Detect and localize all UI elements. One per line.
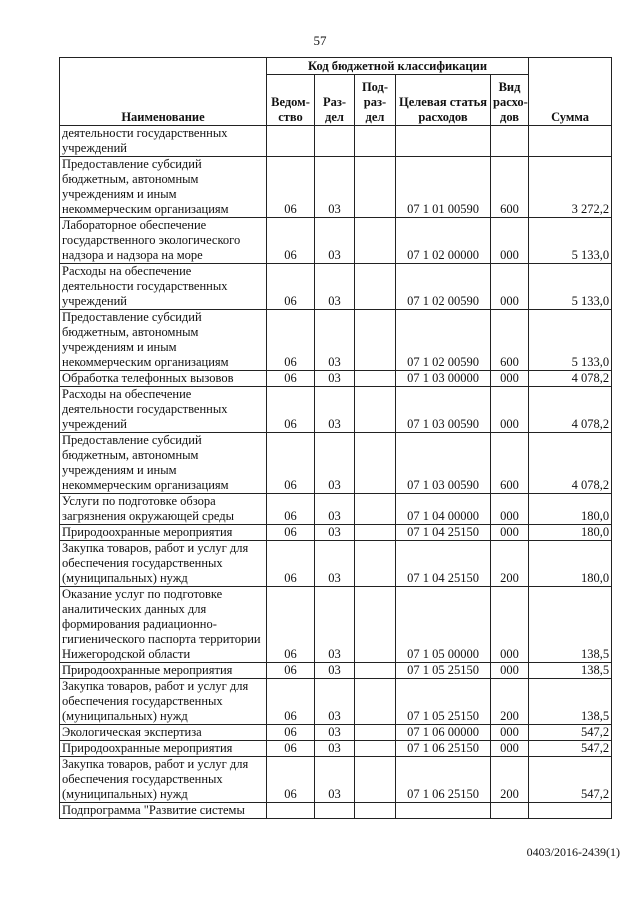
cell-tselevaya: 07 1 04 25150 bbox=[396, 541, 491, 587]
cell-vedomstvo: 06 bbox=[267, 371, 315, 387]
cell-podrazdel bbox=[355, 803, 396, 819]
cell-name: Предоставление субсидий бюджетным, автономным учреждениям и иным некоммерческим организациям bbox=[60, 157, 267, 218]
cell-sum: 138,5 bbox=[529, 679, 612, 725]
cell-vid: 200 bbox=[491, 757, 529, 803]
cell-podrazdel bbox=[355, 218, 396, 264]
cell-name: Расходы на обеспечение деятельности государственных учреждений bbox=[60, 264, 267, 310]
cell-vedomstvo: 06 bbox=[267, 741, 315, 757]
table-row bbox=[60, 218, 612, 264]
cell-name: Лабораторное обеспечение государственного экологического надзора и надзора на море bbox=[60, 218, 267, 264]
cell-vid: 000 bbox=[491, 264, 529, 310]
cell-podrazdel bbox=[355, 525, 396, 541]
cell-podrazdel bbox=[355, 587, 396, 663]
cell-name: Природоохранные мероприятия bbox=[60, 663, 267, 679]
table-row bbox=[60, 264, 612, 310]
cell-razdel bbox=[315, 803, 355, 819]
cell-tselevaya: 07 1 05 25150 bbox=[396, 663, 491, 679]
cell-vid bbox=[491, 126, 529, 157]
table-row bbox=[60, 725, 612, 741]
cell-tselevaya: 07 1 03 00000 bbox=[396, 371, 491, 387]
cell-vid bbox=[491, 803, 529, 819]
cell-vid: 000 bbox=[491, 725, 529, 741]
cell-vid: 000 bbox=[491, 663, 529, 679]
cell-name: Предоставление субсидий бюджетным, автономным учреждениям и иным некоммерческим организациям bbox=[60, 310, 267, 371]
table-row bbox=[60, 587, 612, 663]
table-row bbox=[60, 387, 612, 433]
cell-vid: 000 bbox=[491, 587, 529, 663]
cell-razdel: 03 bbox=[315, 310, 355, 371]
cell-tselevaya: 07 1 05 00000 bbox=[396, 587, 491, 663]
cell-name: Закупка товаров, работ и услуг для обеспечения государственных (муниципальных) нужд bbox=[60, 679, 267, 725]
cell-razdel: 03 bbox=[315, 741, 355, 757]
cell-tselevaya: 07 1 04 00000 bbox=[396, 494, 491, 525]
cell-podrazdel bbox=[355, 126, 396, 157]
cell-podrazdel bbox=[355, 741, 396, 757]
cell-vid: 000 bbox=[491, 387, 529, 433]
cell-vid: 200 bbox=[491, 679, 529, 725]
cell-tselevaya bbox=[396, 126, 491, 157]
cell-sum bbox=[529, 126, 612, 157]
cell-sum: 5 133,0 bbox=[529, 218, 612, 264]
cell-sum: 547,2 bbox=[529, 757, 612, 803]
table-row bbox=[60, 126, 612, 157]
cell-name: Оказание услуг по подготовке аналитических данных для формирования радиационно-гигиенического паспорта территории Нижегородской области bbox=[60, 587, 267, 663]
cell-tselevaya: 07 1 02 00000 bbox=[396, 218, 491, 264]
cell-sum: 4 078,2 bbox=[529, 387, 612, 433]
cell-tselevaya: 07 1 02 00590 bbox=[396, 264, 491, 310]
cell-razdel: 03 bbox=[315, 433, 355, 494]
cell-sum: 547,2 bbox=[529, 741, 612, 757]
cell-podrazdel bbox=[355, 433, 396, 494]
cell-podrazdel bbox=[355, 757, 396, 803]
cell-sum: 5 133,0 bbox=[529, 264, 612, 310]
cell-vedomstvo: 06 bbox=[267, 679, 315, 725]
cell-vedomstvo: 06 bbox=[267, 494, 315, 525]
cell-podrazdel bbox=[355, 725, 396, 741]
cell-razdel: 03 bbox=[315, 387, 355, 433]
cell-vedomstvo: 06 bbox=[267, 310, 315, 371]
cell-vid: 600 bbox=[491, 310, 529, 371]
cell-name: Расходы на обеспечение деятельности государственных учреждений bbox=[60, 387, 267, 433]
cell-tselevaya: 07 1 04 25150 bbox=[396, 525, 491, 541]
table-row bbox=[60, 803, 612, 819]
cell-sum: 4 078,2 bbox=[529, 371, 612, 387]
cell-vedomstvo: 06 bbox=[267, 433, 315, 494]
cell-vedomstvo: 06 bbox=[267, 587, 315, 663]
cell-razdel: 03 bbox=[315, 587, 355, 663]
cell-razdel: 03 bbox=[315, 494, 355, 525]
cell-razdel: 03 bbox=[315, 157, 355, 218]
cell-vid: 000 bbox=[491, 218, 529, 264]
cell-vedomstvo: 06 bbox=[267, 541, 315, 587]
cell-razdel: 03 bbox=[315, 663, 355, 679]
cell-sum: 5 133,0 bbox=[529, 310, 612, 371]
cell-sum: 138,5 bbox=[529, 587, 612, 663]
table-row bbox=[60, 433, 612, 494]
cell-vedomstvo bbox=[267, 126, 315, 157]
table-row bbox=[60, 541, 612, 587]
cell-vid: 600 bbox=[491, 433, 529, 494]
cell-name: Обработка телефонных вызовов bbox=[60, 371, 267, 387]
col-header-group: Код бюджетной классификации bbox=[267, 58, 529, 75]
col-header-vedomstvo: Ведом-ство bbox=[267, 75, 315, 126]
col-header-sum: Сумма bbox=[529, 58, 612, 126]
cell-name: деятельности государственных учреждений bbox=[60, 126, 267, 157]
cell-vid: 000 bbox=[491, 371, 529, 387]
page-number: 57 bbox=[313, 33, 327, 48]
cell-razdel: 03 bbox=[315, 218, 355, 264]
cell-vedomstvo: 06 bbox=[267, 218, 315, 264]
cell-sum: 547,2 bbox=[529, 725, 612, 741]
table-row bbox=[60, 525, 612, 541]
cell-tselevaya: 07 1 06 25150 bbox=[396, 741, 491, 757]
cell-podrazdel bbox=[355, 541, 396, 587]
cell-name: Услуги по подготовке обзора загрязнения окружающей среды bbox=[60, 494, 267, 525]
cell-sum: 180,0 bbox=[529, 541, 612, 587]
cell-name: Закупка товаров, работ и услуг для обеспечения государственных (муниципальных) нужд bbox=[60, 757, 267, 803]
table-row bbox=[60, 310, 612, 371]
document-code: 0403/2016-2439(1) bbox=[526, 845, 620, 859]
cell-sum: 180,0 bbox=[529, 525, 612, 541]
cell-vedomstvo: 06 bbox=[267, 157, 315, 218]
cell-name: Закупка товаров, работ и услуг для обеспечения государственных (муниципальных) нужд bbox=[60, 541, 267, 587]
col-header-vid: Вид расхо-дов bbox=[491, 75, 529, 126]
cell-vid: 000 bbox=[491, 741, 529, 757]
cell-sum: 4 078,2 bbox=[529, 433, 612, 494]
table-row bbox=[60, 679, 612, 725]
col-header-name: Наименование bbox=[60, 58, 267, 126]
cell-razdel: 03 bbox=[315, 541, 355, 587]
cell-name: Экологическая экспертиза bbox=[60, 725, 267, 741]
cell-vedomstvo: 06 bbox=[267, 264, 315, 310]
cell-tselevaya: 07 1 01 00590 bbox=[396, 157, 491, 218]
budget-table bbox=[59, 57, 612, 819]
cell-sum: 180,0 bbox=[529, 494, 612, 525]
cell-sum bbox=[529, 803, 612, 819]
cell-name: Подпрограмма "Развитие системы bbox=[60, 803, 267, 819]
cell-razdel: 03 bbox=[315, 525, 355, 541]
cell-podrazdel bbox=[355, 264, 396, 310]
cell-tselevaya: 07 1 06 00000 bbox=[396, 725, 491, 741]
cell-tselevaya: 07 1 05 25150 bbox=[396, 679, 491, 725]
cell-vid: 200 bbox=[491, 541, 529, 587]
table-row bbox=[60, 757, 612, 803]
cell-podrazdel bbox=[355, 679, 396, 725]
cell-podrazdel bbox=[355, 310, 396, 371]
cell-vedomstvo: 06 bbox=[267, 663, 315, 679]
table-row bbox=[60, 494, 612, 525]
cell-vid: 000 bbox=[491, 494, 529, 525]
cell-razdel: 03 bbox=[315, 725, 355, 741]
col-header-razdel: Раз-дел bbox=[315, 75, 355, 126]
cell-podrazdel bbox=[355, 387, 396, 433]
cell-razdel: 03 bbox=[315, 757, 355, 803]
cell-vedomstvo: 06 bbox=[267, 757, 315, 803]
cell-sum: 3 272,2 bbox=[529, 157, 612, 218]
col-header-tselevaya: Целевая статья расходов bbox=[396, 75, 491, 126]
cell-vedomstvo: 06 bbox=[267, 387, 315, 433]
cell-razdel bbox=[315, 126, 355, 157]
cell-razdel: 03 bbox=[315, 679, 355, 725]
cell-podrazdel bbox=[355, 157, 396, 218]
cell-tselevaya bbox=[396, 803, 491, 819]
cell-podrazdel bbox=[355, 663, 396, 679]
cell-sum: 138,5 bbox=[529, 663, 612, 679]
table-row bbox=[60, 741, 612, 757]
cell-name: Природоохранные мероприятия bbox=[60, 741, 267, 757]
cell-razdel: 03 bbox=[315, 264, 355, 310]
cell-tselevaya: 07 1 06 25150 bbox=[396, 757, 491, 803]
table-row bbox=[60, 663, 612, 679]
cell-podrazdel bbox=[355, 494, 396, 525]
cell-vid: 600 bbox=[491, 157, 529, 218]
cell-tselevaya: 07 1 03 00590 bbox=[396, 387, 491, 433]
cell-podrazdel bbox=[355, 371, 396, 387]
cell-vedomstvo bbox=[267, 803, 315, 819]
table-row bbox=[60, 371, 612, 387]
cell-vid: 000 bbox=[491, 525, 529, 541]
cell-razdel: 03 bbox=[315, 371, 355, 387]
cell-vedomstvo: 06 bbox=[267, 525, 315, 541]
cell-tselevaya: 07 1 03 00590 bbox=[396, 433, 491, 494]
col-header-podrazdel: Под-раз-дел bbox=[355, 75, 396, 126]
cell-name: Предоставление субсидий бюджетным, автономным учреждениям и иным некоммерческим организациям bbox=[60, 433, 267, 494]
cell-vedomstvo: 06 bbox=[267, 725, 315, 741]
table-row bbox=[60, 157, 612, 218]
cell-tselevaya: 07 1 02 00590 bbox=[396, 310, 491, 371]
cell-name: Природоохранные мероприятия bbox=[60, 525, 267, 541]
